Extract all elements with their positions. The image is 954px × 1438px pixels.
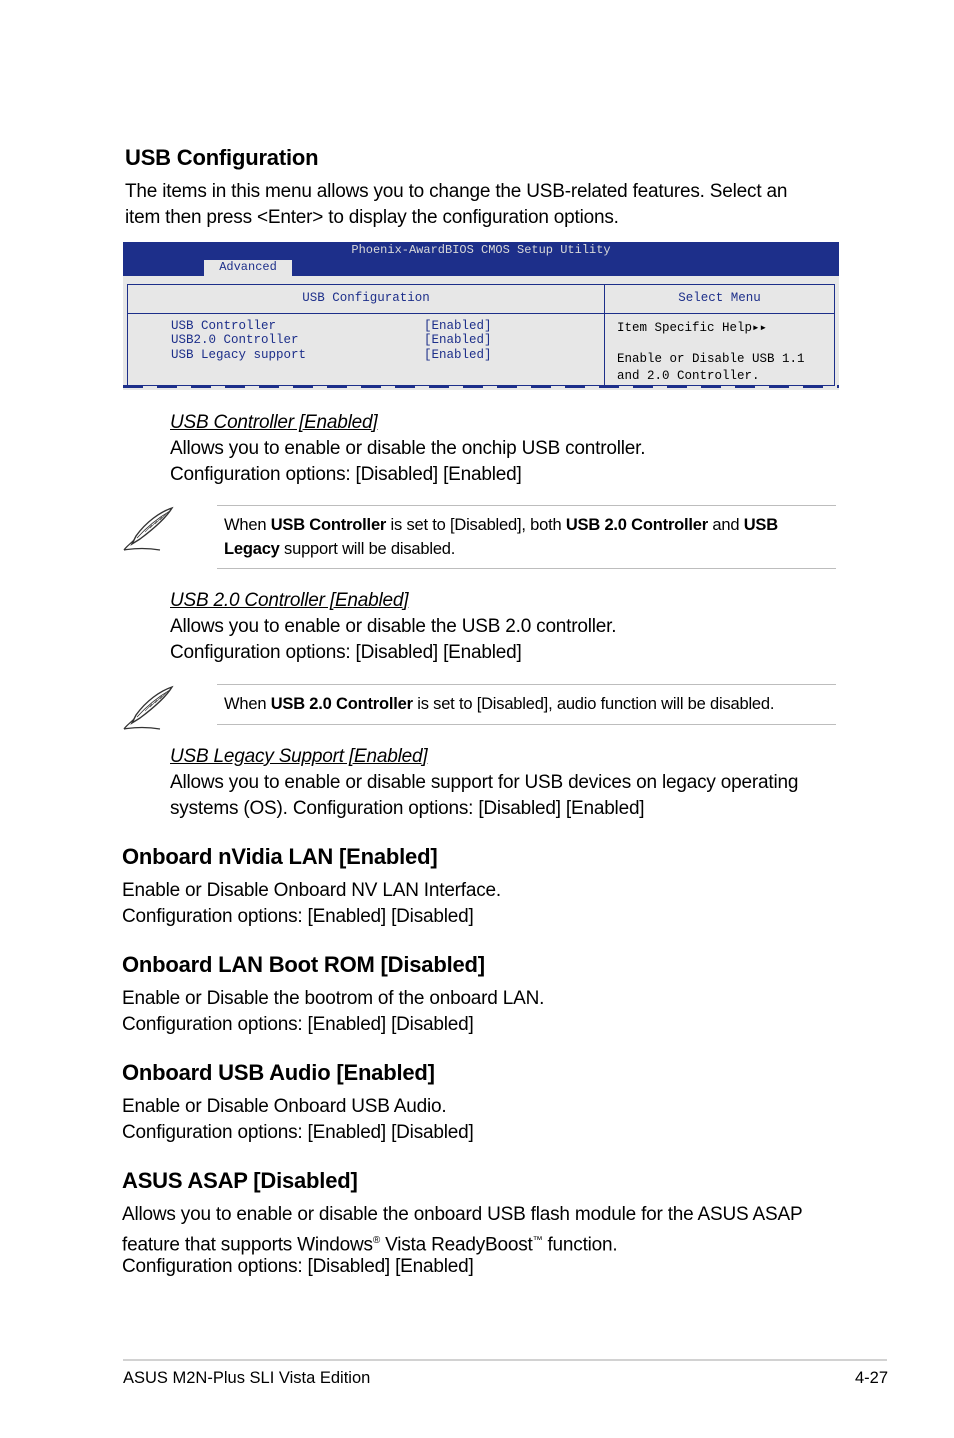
footer-rule — [123, 1359, 887, 1361]
bios-item-value: [Enabled] — [424, 333, 492, 347]
asus-asap-line-1: Allows you to enable or disable the onboard USB flash module for the ASUS ASAP — [122, 1204, 803, 1225]
bios-help-title: Select Menu — [605, 285, 834, 314]
bios-bottom-dashes — [123, 385, 839, 388]
note-divider-top — [217, 684, 836, 685]
note-divider-bottom — [217, 724, 836, 725]
footer-page-number: 4-27 — [854, 1369, 888, 1387]
bios-item-value: [Enabled] — [424, 319, 492, 333]
trademark-mark: ™ — [532, 1235, 543, 1246]
note-divider-bottom — [217, 568, 836, 569]
bios-item-label: USB2.0 Controller — [171, 333, 299, 347]
intro-line-2: item then press <Enter> to display the configuration options. — [125, 207, 619, 228]
bios-item-label: USB Controller — [171, 319, 277, 333]
intro-line-1: The items in this menu allows you to change the USB-related features. Select an — [125, 181, 788, 202]
bios-item-value: [Enabled] — [424, 348, 492, 362]
bios-panel-title: USB Configuration — [128, 285, 604, 314]
usb-audio-line-1: Enable or Disable Onboard USB Audio. — [122, 1096, 447, 1117]
registered-mark: ® — [372, 1235, 381, 1246]
usb-controller-line-2: Configuration options: [Disabled] [Enabled] — [170, 464, 522, 485]
pen-note-icon — [122, 685, 176, 731]
nvidia-lan-line-1: Enable or Disable Onboard NV LAN Interface. — [122, 880, 501, 901]
item-title-usb2-controller: USB 2.0 Controller [Enabled] — [170, 590, 409, 611]
bios-settings-panel — [127, 284, 605, 386]
note-divider-top — [217, 505, 836, 506]
double-arrow-icon: ▸▸ — [752, 321, 768, 335]
asus-asap-line-2: feature that supports Windows® Vista ReadyBoost™ function. — [122, 1234, 618, 1256]
section-heading-lan-boot-rom: Onboard LAN Boot ROM [Disabled] — [122, 952, 485, 977]
section-heading-nvidia-lan: Onboard nVidia LAN [Enabled] — [122, 844, 438, 869]
section-heading-usb-audio: Onboard USB Audio [Enabled] — [122, 1060, 435, 1085]
section-heading-usb-configuration: USB Configuration — [125, 145, 319, 170]
bios-tab-advanced: Advanced — [204, 260, 292, 276]
item-title-usb-controller: USB Controller [Enabled] — [170, 412, 378, 433]
footer-product-name: ASUS M2N-Plus SLI Vista Edition — [123, 1369, 371, 1387]
asus-asap-line-3: Configuration options: [Disabled] [Enabled] — [122, 1256, 474, 1277]
bios-help-panel — [604, 284, 835, 386]
bios-help-heading: Item Specific Help▸▸ — [617, 321, 768, 335]
lan-boot-rom-line-1: Enable or Disable the bootrom of the onboard LAN. — [122, 988, 545, 1009]
bios-help-line-2: and 2.0 Controller. — [617, 369, 760, 383]
bios-screenshot — [123, 242, 839, 390]
usb-legacy-line-2: systems (OS). Configuration options: [Disabled] [Enabled] — [170, 798, 645, 819]
nvidia-lan-line-2: Configuration options: [Enabled] [Disabled] — [122, 906, 474, 927]
note-usb-controller: When USB Controller is set to [Disabled], both USB 2.0 Controller and USB Legacy support will be disabled. — [224, 516, 778, 558]
bios-title-bar: Phoenix-AwardBIOS CMOS Setup Utility — [123, 242, 839, 259]
usb2-controller-line-2: Configuration options: [Disabled] [Enabled] — [170, 642, 522, 663]
usb-controller-line-1: Allows you to enable or disable the onchip USB controller. — [170, 438, 646, 459]
item-title-usb-legacy: USB Legacy Support [Enabled] — [170, 746, 428, 767]
note-usb2-controller: When USB 2.0 Controller is set to [Disabled], audio function will be disabled. — [224, 695, 775, 713]
usb-legacy-line-1: Allows you to enable or disable support for USB devices on legacy operating — [170, 772, 799, 793]
pen-note-icon — [122, 506, 176, 552]
usb-audio-line-2: Configuration options: [Enabled] [Disabled] — [122, 1122, 474, 1143]
bios-menu-bar — [123, 259, 839, 276]
bios-item-label: USB Legacy support — [171, 348, 307, 362]
usb2-controller-line-1: Allows you to enable or disable the USB 2.0 controller. — [170, 616, 617, 637]
bios-help-line-1: Enable or Disable USB 1.1 — [617, 352, 805, 366]
lan-boot-rom-line-2: Configuration options: [Enabled] [Disabled] — [122, 1014, 474, 1035]
section-heading-asus-asap: ASUS ASAP [Disabled] — [122, 1168, 358, 1193]
